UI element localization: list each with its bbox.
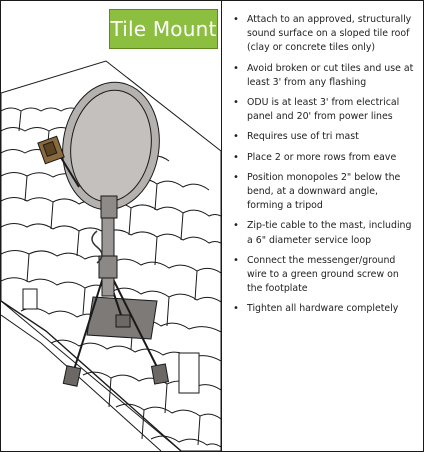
bullet-dot-icon: • (233, 303, 239, 315)
list-item-text: ODU is at least 3' from electrical panel and 20' from power lines (247, 97, 400, 123)
list-item (231, 62, 417, 90)
list-item-text: Connect the messenger/ground wire to a green ground screw on the footplate (247, 254, 399, 295)
bullet-dot-icon: • (233, 62, 239, 74)
list-item-text: Attach to an approved, structurally sound surface on a sloped tile roof (clay or concrete tiles only) (247, 14, 412, 54)
list-item (231, 254, 417, 297)
list-item-text: Zip-tie cable to the mast, including a 6" diameter service loop (247, 220, 412, 246)
list-item (231, 219, 417, 247)
bullet-dot-icon: • (233, 131, 239, 143)
column-divider (221, 1, 222, 451)
list-item (231, 96, 417, 124)
list-item (231, 171, 417, 214)
list-item-text: Requires use of tri mast (247, 131, 359, 143)
bullet-dot-icon: • (233, 220, 239, 232)
list-item-text: Tighten all hardware completely (247, 303, 399, 315)
bullet-dot-icon: • (233, 171, 239, 183)
list-item-text: Avoid broken or cut tiles and use at least 3' from any flashing (247, 62, 414, 88)
list-item-text: Position monopoles 2" below the bend, at a downward angle, forming a tripod (247, 171, 401, 212)
list-item (231, 130, 417, 144)
bullet-dot-icon: • (233, 254, 239, 266)
bullet-dot-icon: • (233, 151, 239, 163)
page-title: Tile Mount (109, 9, 218, 49)
list-item-text: Place 2 or more rows from eave (247, 151, 397, 163)
list-item (231, 302, 417, 316)
tile-mount-illustration (1, 1, 221, 451)
instruction-list (231, 13, 417, 323)
bullet-dot-icon: • (233, 97, 239, 109)
bullet-dot-icon: • (233, 14, 239, 25)
list-item (231, 151, 417, 165)
list-item (231, 13, 417, 56)
